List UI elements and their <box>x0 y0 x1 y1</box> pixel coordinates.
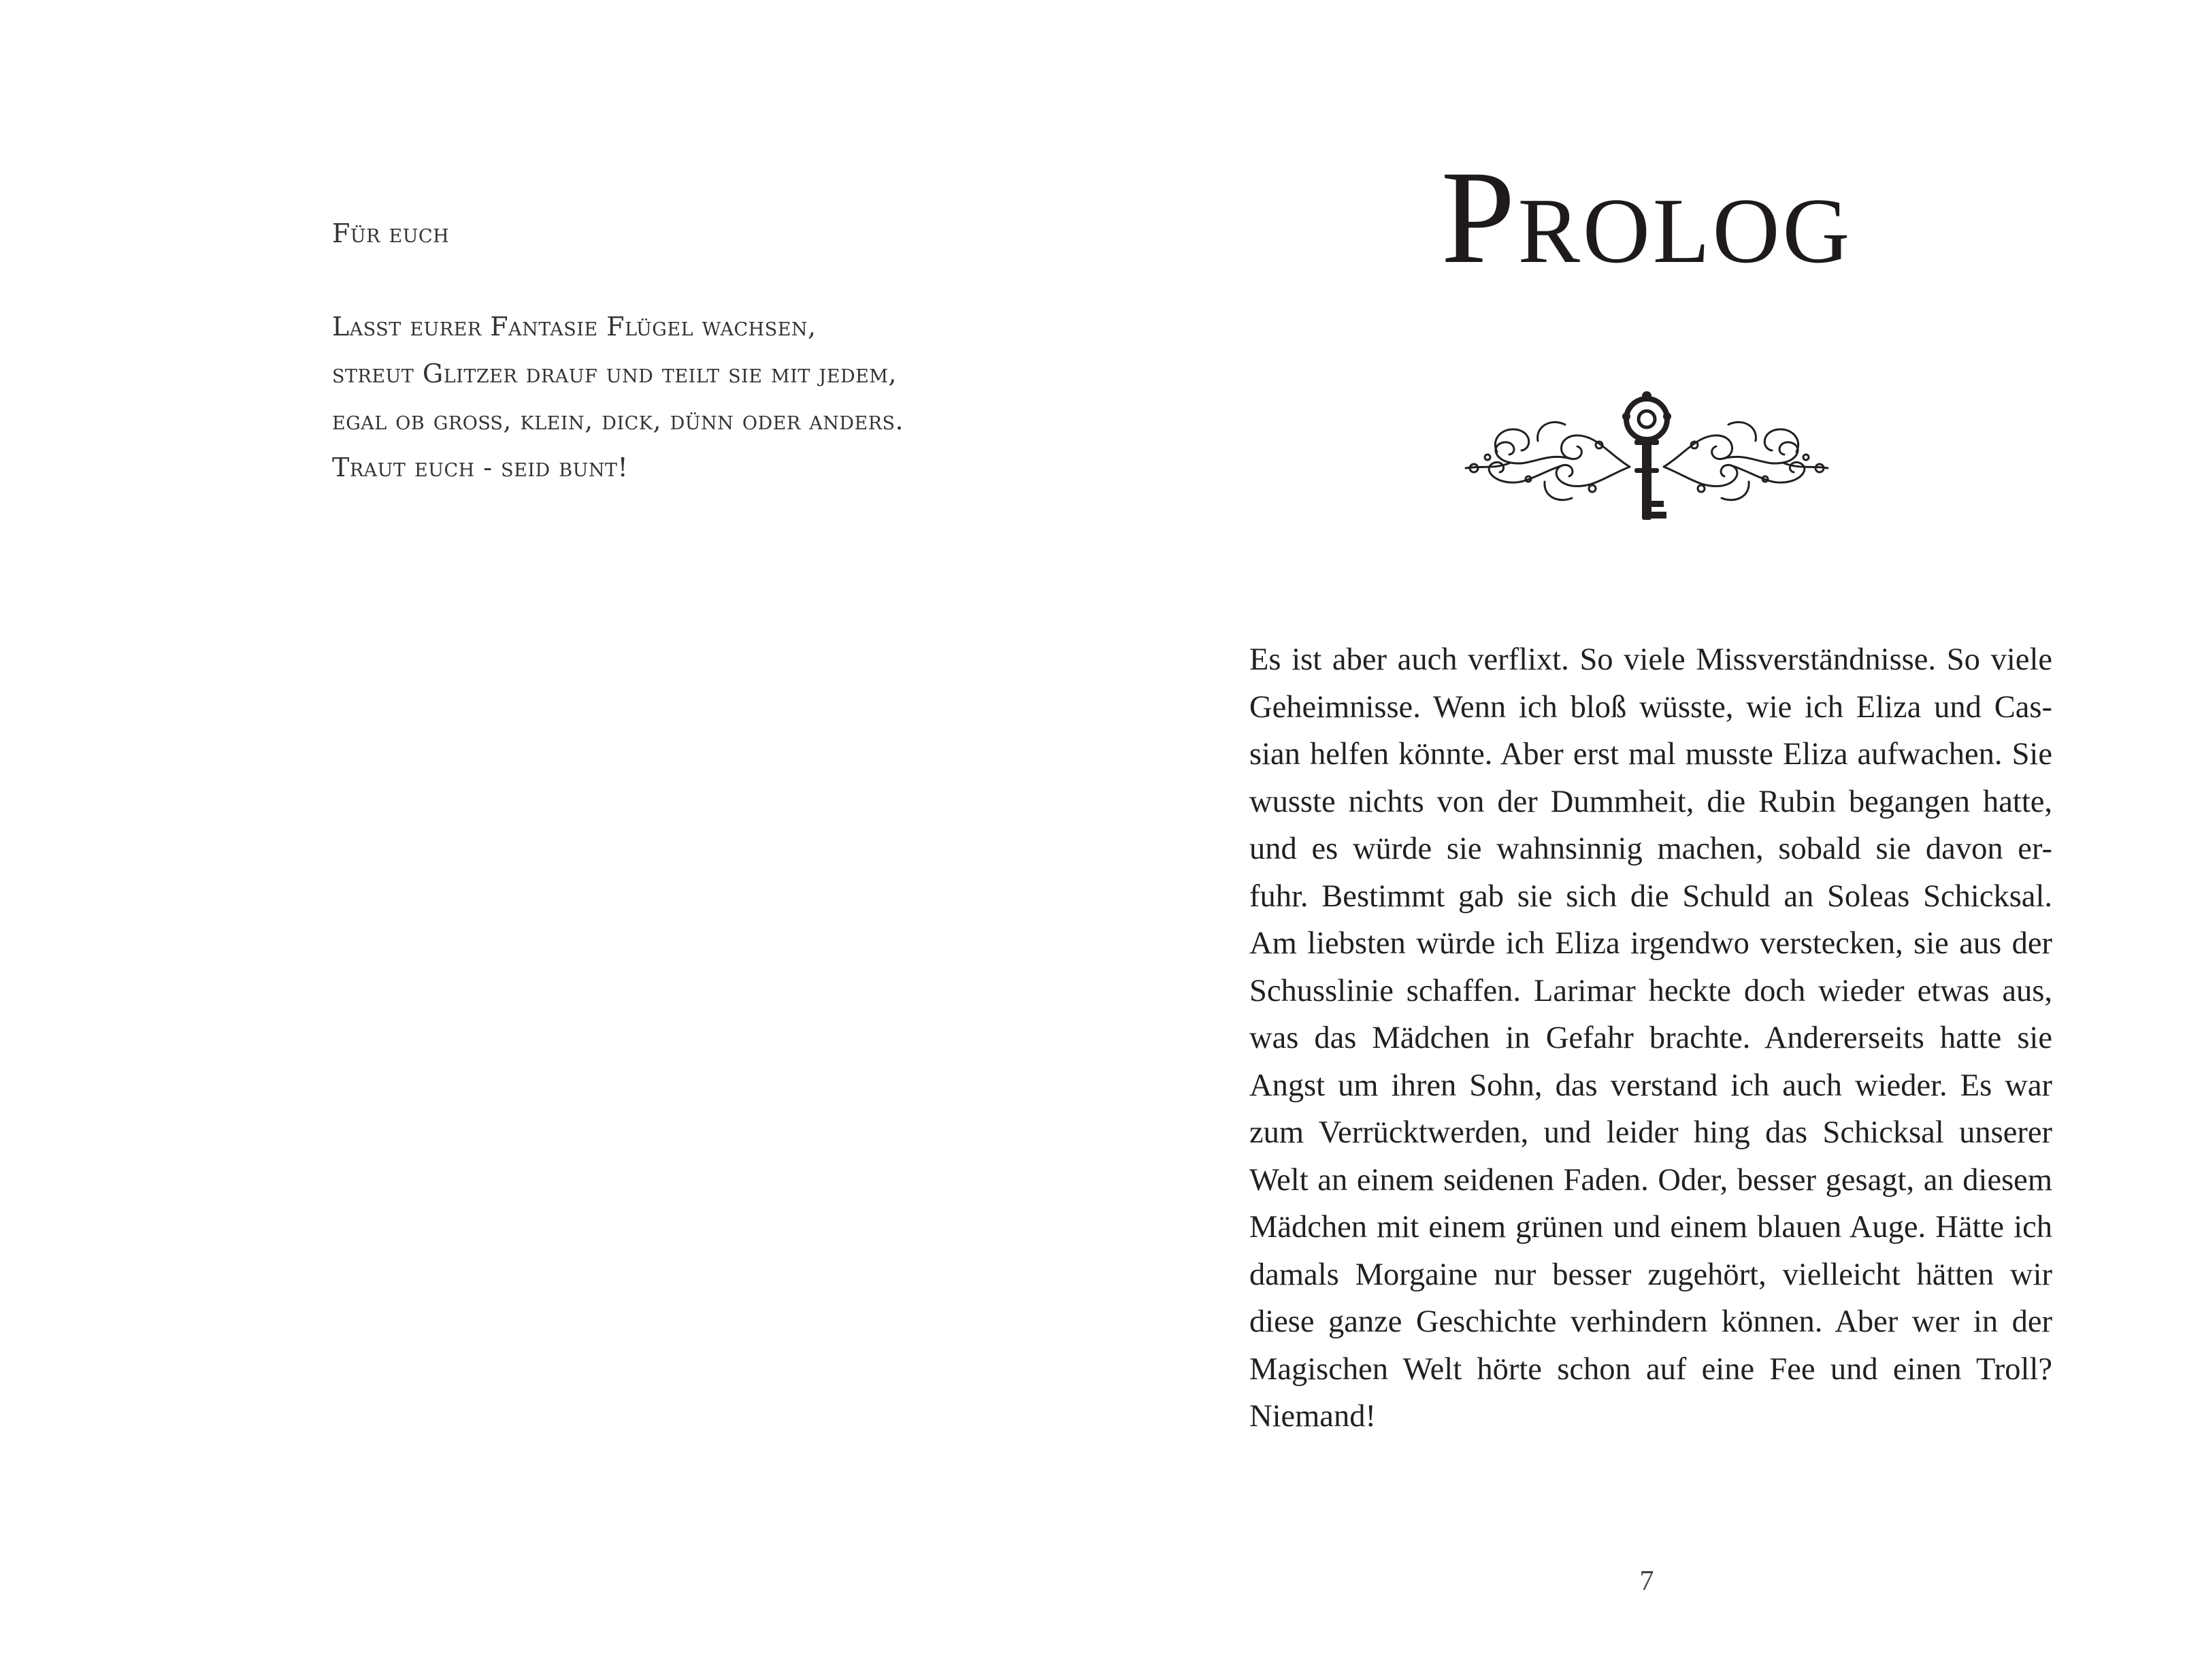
body-line: was das Mädchen in Gefahr brachte. Andererseits hatte sie <box>1249 1021 2052 1055</box>
body-line: diese ganze Geschichte verhindern können. Aber wer in der <box>1249 1304 2052 1339</box>
body-line: zum Verrücktwerden, und leider hing das Schicksal unserer <box>1249 1115 2052 1150</box>
body-line: fuhr. Bestimmt gab sie sich die Schuld an Soleas Schicksal. <box>1249 878 2052 914</box>
dedication-heading: Für euch <box>332 218 450 248</box>
body-line: Angst um ihren Sohn, das verstand ich auch wieder. Es war <box>1249 1068 2052 1103</box>
body-line: Es ist aber auch verflixt. So viele Missverständnisse. So viele <box>1249 642 2052 677</box>
prologue-body <box>1249 636 2052 1440</box>
chapter-title: Prolog <box>1441 144 1853 291</box>
body-line: Geheimnisse. Wenn ich bloß wüsste, wie ich Eliza und Cas- <box>1249 689 2052 725</box>
dedication-line: Lasst eurer Fantasie Flügel wachsen, <box>332 312 817 342</box>
body-line: Mädchen mit einem grünen und einem blauen Auge. Hätte ich <box>1249 1210 2052 1245</box>
dedication-line: streut Glitzer drauf und teilt sie mit jedem, <box>332 359 898 389</box>
body-line: sian helfen könnte. Aber erst mal musste Eliza aufwachen. Sie <box>1249 737 2052 772</box>
body-line: und es würde sie wahnsinnig machen, sobald sie davon er- <box>1249 831 2052 866</box>
dedication <box>332 210 944 491</box>
body-line: Am liebsten würde ich Eliza irgendwo verstecken, sie aus der <box>1249 926 2052 961</box>
key-flourish-ornament-icon <box>1456 386 1837 529</box>
body-line: damals Morgaine nur besser zugehört, vielleicht hätten wir <box>1249 1257 2052 1292</box>
dedication-line: egal ob groß, klein, dick, dünn oder anders. <box>332 406 904 435</box>
page-number: 7 <box>1639 1566 1654 1597</box>
body-line: Welt an einem seidenen Faden. Oder, besser gesagt, an diesem <box>1249 1162 2052 1198</box>
body-line: Magischen Welt hörte schon auf eine Fee und einen Troll? <box>1249 1351 2052 1387</box>
dedication-line: Traut euch - seid bunt! <box>332 452 629 482</box>
body-line: Schusslinie schaffen. Larimar heckte doch wieder etwas aus, <box>1249 973 2052 1008</box>
body-line: Niemand! <box>1249 1399 1376 1434</box>
body-line: wusste nichts von der Dummheit, die Rubin begangen hatte, <box>1249 784 2052 819</box>
